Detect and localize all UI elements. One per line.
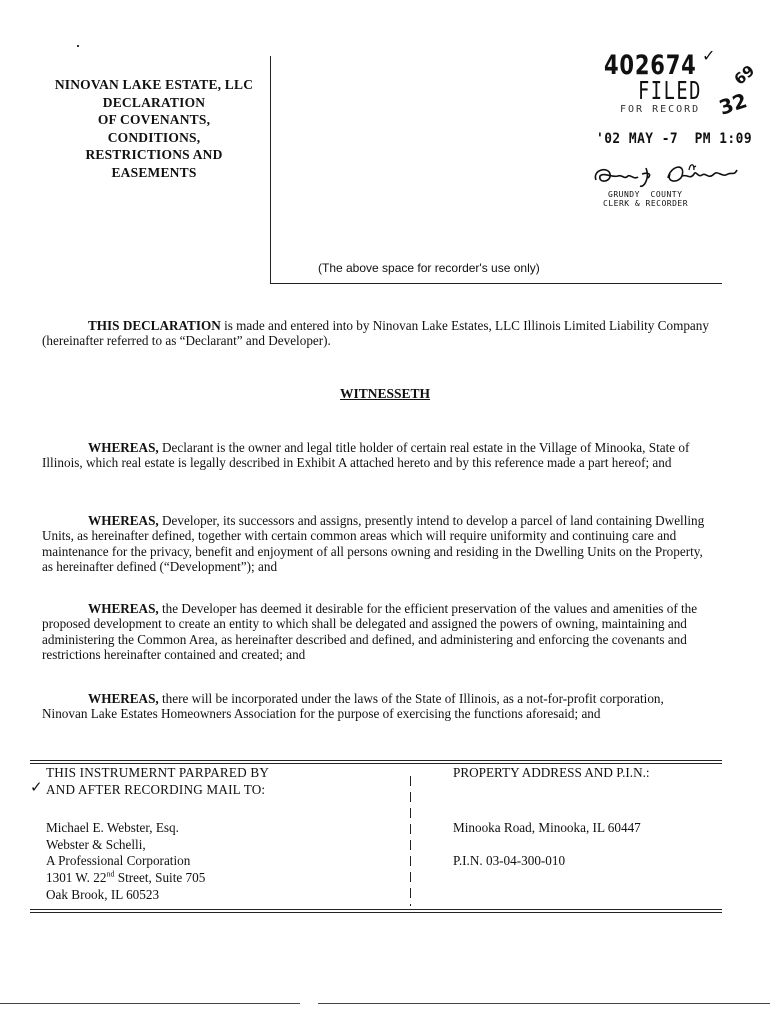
whereas-paragraph-3: [42, 601, 712, 663]
check-mark-icon: ✓: [30, 778, 43, 796]
prepared-by-heading-1: THIS INSTRUMERNT PARPARED BY: [46, 765, 270, 780]
handwritten-note-2: 69: [730, 61, 759, 89]
recorder-space-note: (The above space for recorder's use only): [318, 261, 540, 275]
preparer-corporation: A Professional Corporation: [46, 853, 191, 869]
title-line-6: EASEMENTS: [111, 164, 197, 180]
prepared-by-heading-2: AND AFTER RECORDING MAIL TO:: [46, 781, 266, 797]
page-edge-line-left: [0, 1003, 300, 1004]
page-edge-line-right: [318, 1003, 770, 1004]
title-line-5: RESTRICTIONS AND: [85, 147, 223, 162]
whereas-text-4: there will be incorporated under the laws of the State of Illinois, as a not-for-profit corporation, Ninovan Lake Estates Homeowners Association for the purpose of exercising the functions aforesaid; and: [42, 691, 664, 722]
whereas-paragraph-1: [42, 440, 712, 471]
whereas-paragraph-2: [42, 513, 712, 575]
recorder-signature: [590, 158, 740, 192]
filing-date-time: '02 MAY -7 PM 1:09: [596, 131, 753, 147]
stray-dot: [77, 45, 79, 47]
whereas-text-3: the Developer has deemed it desirable for the efficient preservation of the values and amenities of the proposed development to create an entity to which shall be delegated and assigned the powers of owning, maintaining and administering the Common Area, as hereinafter described and defined, and administering and enforcing the covenants and restrictions hereinafter contained and created; and: [42, 601, 698, 663]
whereas-label: WHEREAS,: [88, 513, 159, 528]
intro-text: is made and entered into by Ninovan Lake Estates, LLC Illinois Limited Liability Company (hereinafter referred to as “Declarant” and Developer).: [42, 318, 709, 349]
filed-stamp: FILED: [638, 76, 702, 105]
witnesseth-heading: WITNESSETH: [339, 386, 431, 401]
whereas-label: WHEREAS,: [88, 440, 159, 455]
intro-bold: THIS DECLARATION: [88, 318, 221, 333]
whereas-label: WHEREAS,: [88, 691, 159, 706]
county-stamp-line: GRUNDY COUNTY: [608, 190, 683, 199]
preparer-city: Oak Brook, IL 60523: [46, 886, 160, 902]
property-address: Minooka Road, Minooka, IL 60447: [453, 819, 641, 835]
title-line-4: CONDITIONS,: [107, 129, 201, 145]
street-rest: Street, Suite 705: [114, 869, 206, 885]
handwritten-note-1: 32: [715, 88, 750, 120]
preparer-name: Michael E. Webster, Esq.: [46, 820, 179, 836]
footer-column-divider: [410, 776, 411, 906]
title-line-2: DECLARATION: [102, 94, 206, 110]
footer-border-top-inner: [30, 763, 722, 764]
prepared-by-block: [46, 765, 269, 903]
whereas-paragraph-4: [42, 691, 712, 722]
whereas-text-2: Developer, its successors and assigns, presently intend to develop a parcel of land containing Dwelling Units, as hereinafter defined, together with certain common areas which will require uniformity and continuing care and maintenance for the privacy, benefit and enjoyment of all persons owning and residing in the Dwelling Units on the Property, as hereinafter defined (“Development”); and: [42, 513, 705, 575]
for-record-stamp: FOR RECORD: [620, 104, 701, 115]
whereas-label: WHEREAS,: [88, 601, 159, 616]
street-number: 1301 W. 22: [46, 869, 107, 885]
header-divider-vertical: [270, 56, 271, 284]
clerk-stamp-line: CLERK & RECORDER: [603, 199, 689, 208]
property-address-block: [453, 765, 650, 870]
whereas-text-1: Declarant is the owner and legal title holder of certain real estate in the Village of Minooka, State of Illinois, which real estate is legally described in Exhibit A attached hereto and by this reference made a part hereof; and: [42, 440, 690, 471]
intro-paragraph: [42, 318, 712, 349]
document-title: [36, 76, 272, 181]
footer-border-top: [30, 760, 722, 761]
property-address-heading: PROPERTY ADDRESS AND P.I.N.:: [453, 765, 650, 780]
preparer-firm: Webster & Schelli,: [46, 836, 146, 852]
title-line-1: NINOVAN LAKE ESTATE, LLC: [54, 77, 254, 92]
title-line-3: OF COVENANTS,: [97, 112, 211, 127]
street-ordinal: nd: [106, 869, 115, 879]
property-pin: P.I.N. 03-04-300-010: [453, 853, 566, 869]
stamp-check-mark: ✓: [702, 46, 716, 65]
recorder-document-number: 402674: [604, 50, 697, 81]
footer-border-bottom-inner: [30, 912, 722, 913]
footer-border-bottom: [30, 909, 722, 910]
header-divider-horizontal: [270, 283, 722, 284]
preparer-street: [46, 870, 269, 887]
